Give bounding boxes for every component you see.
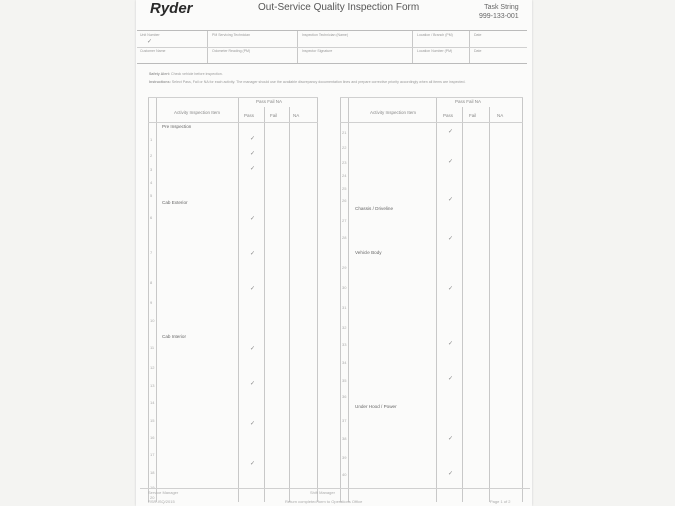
task-label: Task String: [484, 4, 519, 11]
row-number: 21: [342, 130, 347, 135]
task-number: 999-133-001: [479, 13, 519, 20]
left-activity-header: Activity Inspection Item: [174, 110, 221, 115]
row-number: 9: [150, 300, 153, 305]
row-number: 6: [150, 215, 153, 220]
left-pass-header: Pass: [244, 113, 255, 118]
safety-label: Safety Alert:: [149, 72, 171, 76]
section-pre-inspection: Pre Inspection: [162, 124, 192, 129]
row-number: 16: [150, 435, 155, 440]
odometer-label: Odometer Reading (PM): [212, 49, 251, 53]
row-number: 8: [150, 280, 153, 285]
row-number: 20: [150, 495, 155, 500]
section-chassis: Chassis / Driveline: [355, 206, 394, 211]
section-under-hood: Under Hood / Power: [355, 404, 397, 409]
instructions: [149, 80, 524, 85]
row-number: 31: [342, 305, 347, 310]
row-number: 30: [342, 285, 347, 290]
row-number: 27: [342, 218, 347, 223]
branch2-label: Location Number (PM): [417, 49, 453, 53]
customer-name-label: Customer Name: [140, 49, 166, 53]
row-number: 37: [342, 418, 347, 423]
left-na-header: NA: [293, 113, 300, 118]
row-number: 26: [342, 198, 347, 203]
row-number: 39: [342, 455, 347, 460]
row-number: 24: [342, 173, 347, 178]
form-number: RSR-ISQ/2015: [148, 499, 175, 504]
row-number: 40: [342, 472, 347, 477]
row-number: 11: [150, 345, 155, 350]
row-number: 28: [342, 235, 347, 240]
row-number: 25: [342, 186, 347, 191]
row-number: 2: [150, 153, 153, 158]
row-number: 35: [342, 378, 347, 383]
row-number: 36: [342, 394, 347, 399]
section-vehicle-body: Vehicle Body: [355, 250, 382, 255]
row-number: 7: [150, 250, 153, 255]
right-group-header: Pass Fail NA: [455, 99, 482, 104]
right-activity-header: Activity Inspection Item: [370, 110, 417, 115]
row-number: 3: [150, 167, 153, 172]
right-fail-header: Fail: [469, 113, 477, 118]
section-cab-exterior: Cab Exterior: [162, 200, 188, 205]
date-label: Date: [474, 33, 482, 37]
instructions-label: Instructions:: [149, 80, 171, 84]
pm-servicing-label: PM Servicing Technician: [212, 33, 251, 37]
right-na-header: NA: [497, 113, 504, 118]
row-number: 38: [342, 436, 347, 441]
inspector-signature-label: Inspector Signature: [302, 49, 333, 53]
row-number: 23: [342, 160, 347, 165]
left-group-header: Pass Fail NA: [256, 99, 283, 104]
left-fail-header: Fail: [270, 113, 278, 118]
shift-manager-label: Shift Manager: [310, 490, 335, 495]
row-number: 14: [150, 400, 155, 405]
safety-alert: [149, 72, 529, 77]
row-number: 4: [150, 180, 153, 185]
row-number: 22: [342, 145, 347, 150]
row-number: 34: [342, 360, 347, 365]
branch-label: Location / Branch (PM): [417, 33, 453, 37]
row-number: 15: [150, 418, 155, 423]
row-number: 12: [150, 365, 155, 370]
section-cab-interior: Cab Interior: [162, 334, 187, 339]
task-string: [479, 3, 519, 21]
row-number: 18: [150, 470, 155, 475]
right-pass-header: Pass: [443, 113, 454, 118]
ryder-logo: Ryder: [150, 0, 193, 17]
page-number: Page 1 of 2: [490, 499, 511, 504]
row-number: 32: [342, 325, 347, 330]
header-fields: Unit Number Customer Name PM Servicing Technician Odometer Reading (PM) Inspection Technician (Name) Inspector Signature Location / Branch (PM) Location Number (PM) Date Date ✓: [137, 30, 527, 64]
row-number: 19: [150, 485, 155, 490]
inspection-tech-label: Inspection Technician (Name): [302, 33, 349, 37]
instructions-text: Select Pass, Fail or NA for each activity. The manager should use the available discrepancy documentation lines and prepare corrective priority accordingly when all items are inspected.: [171, 80, 466, 84]
row-number: 1: [150, 137, 153, 142]
form-title: Out-Service Quality Inspection Form: [258, 2, 420, 13]
unit-number-label: Unit Number: [140, 33, 160, 37]
row-number: 10: [150, 318, 155, 323]
date2-label: Date: [474, 49, 482, 53]
row-number: 17: [150, 452, 155, 457]
row-number: 29: [342, 265, 347, 270]
footer-note: Return completed form to Operations Office: [285, 499, 363, 504]
row-number: 5: [150, 193, 153, 198]
safety-text: Check vehicle before inspection.: [171, 72, 223, 76]
service-manager-label: Service Manager: [148, 490, 179, 495]
row-number: 13: [150, 383, 155, 388]
row-number: 33: [342, 342, 347, 347]
